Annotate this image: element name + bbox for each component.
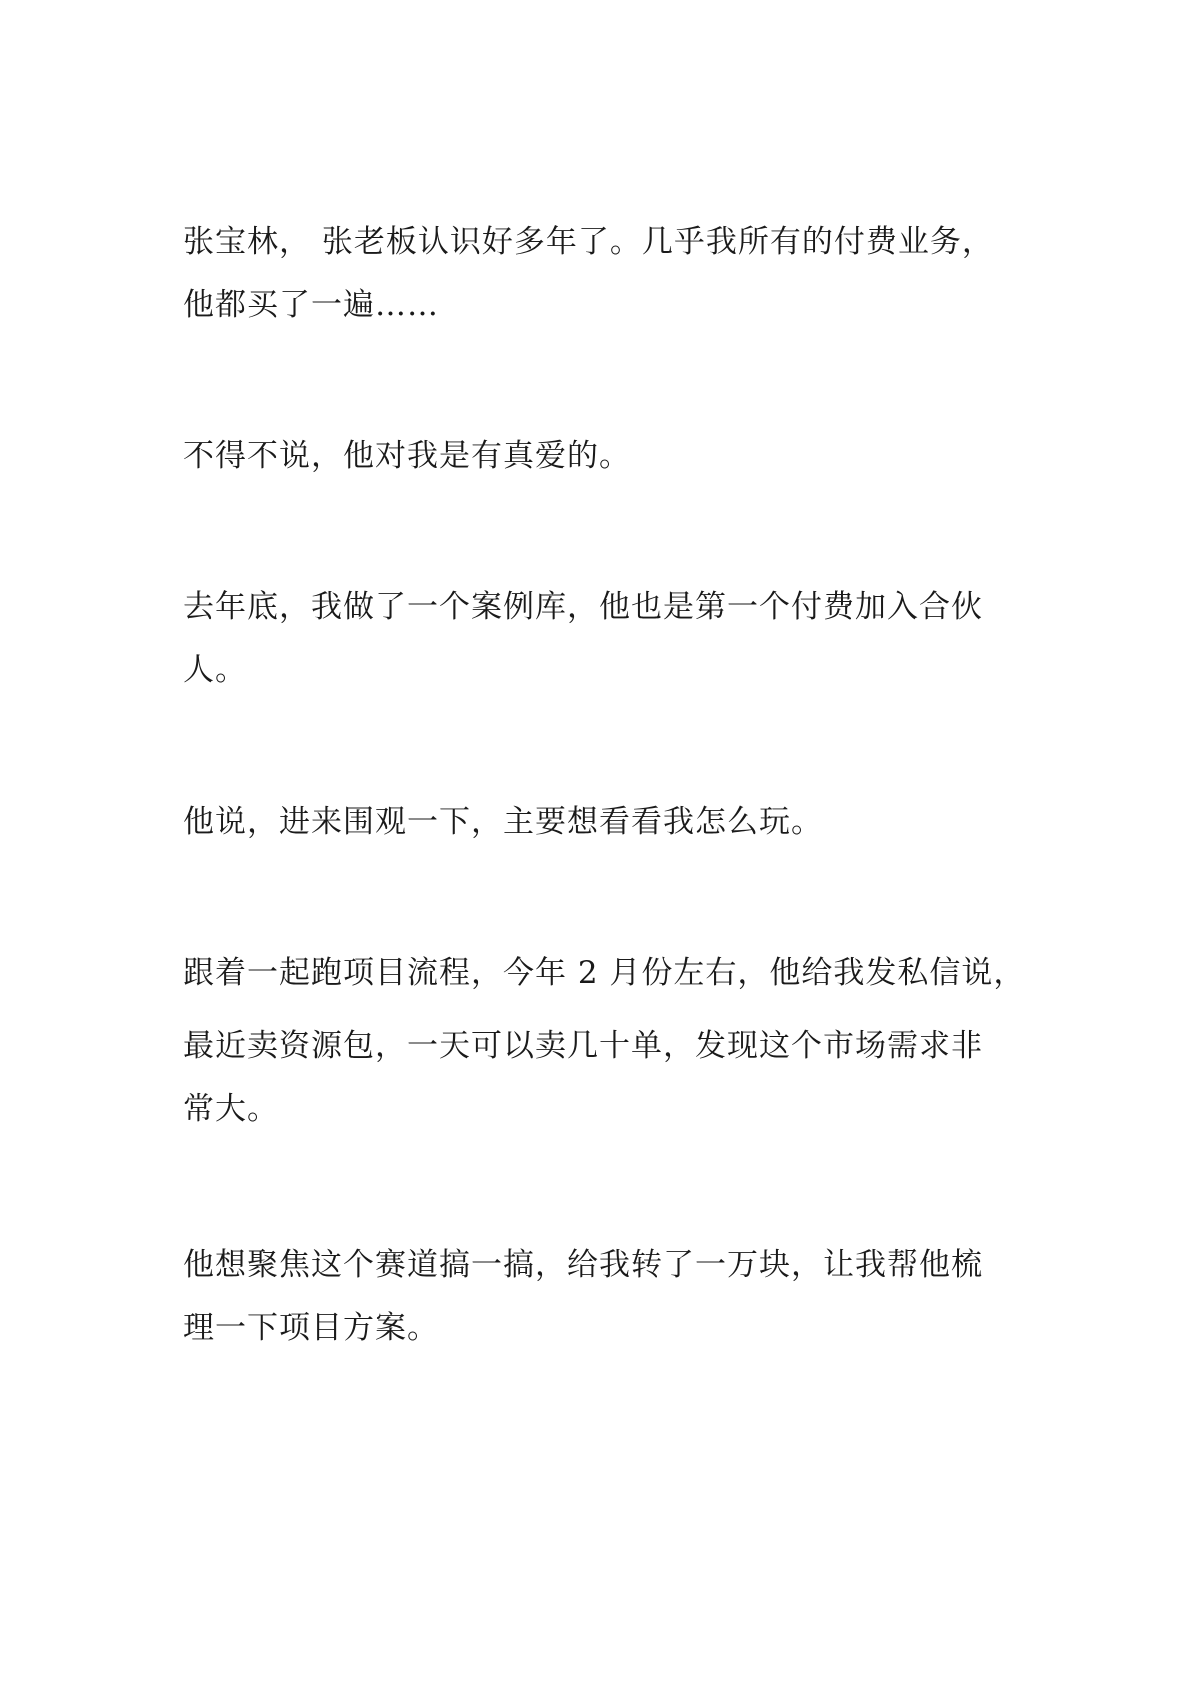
paragraph-6-line-1: 他想聚焦这个赛道搞一搞，给我转了一万块，让我帮他梳	[183, 1247, 983, 1283]
paragraph-5-line-1: 跟着一起跑项目流程，今年 2 月份左右，他给我发私信说，	[183, 955, 1026, 991]
paragraph-4-line-1: 他说，进来围观一下，主要想看看我怎么玩。	[183, 804, 823, 840]
paragraph-1-line-1: 张宝林， 张老板认识好多年了。几乎我所有的付费业务，	[183, 224, 994, 260]
paragraph-5-line-2: 最近卖资源包，一天可以卖几十单，发现这个市场需求非	[183, 1028, 983, 1064]
paragraph-3-line-1: 去年底，我做了一个案例库，他也是第一个付费加入合伙	[183, 589, 983, 625]
paragraph-6-line-2: 理一下项目方案。	[183, 1310, 439, 1346]
paragraph-5-line-3: 常大。	[183, 1091, 279, 1127]
paragraph-1-line-2: 他都买了一遍……	[183, 287, 439, 323]
paragraph-2-line-1: 不得不说，他对我是有真爱的。	[183, 438, 631, 474]
paragraph-3-line-2: 人。	[183, 652, 247, 688]
